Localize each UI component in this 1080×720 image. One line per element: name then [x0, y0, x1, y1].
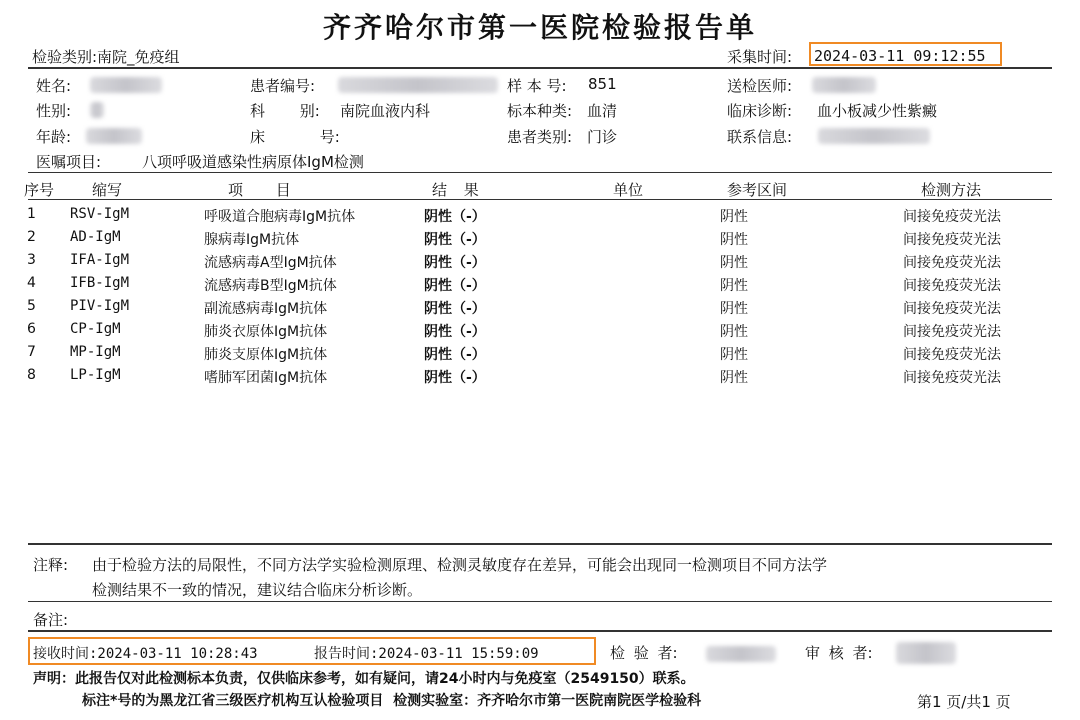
- col-header-abbr: 缩写: [92, 181, 123, 199]
- row-method: 间接免疫荧光法: [903, 209, 1001, 225]
- report-time: 报告时间:2024-03-11 15:59:09: [314, 646, 539, 662]
- row-method: 间接免疫荧光法: [903, 278, 1001, 294]
- row-abbr: PIV-IgM: [70, 298, 130, 314]
- table-row: [0, 298, 1080, 321]
- table-row: [0, 229, 1080, 252]
- collect-time: 2024-03-11 09:12:55: [814, 47, 986, 65]
- row-ref: 阴性: [720, 278, 748, 294]
- diagnosis-label: 临床诊断:: [727, 102, 793, 120]
- patient-type-label: 患者类别:: [507, 128, 573, 146]
- row-no: 8: [27, 367, 36, 383]
- statement: 声明：此报告仅对此检测标本负责，仅供临床参考，如有疑问，请24小时内与免疫室（2549150）联系。: [33, 671, 695, 687]
- tester-redacted: [706, 646, 776, 662]
- row-abbr: CP-IgM: [70, 321, 121, 337]
- row-item: 肺炎支原体IgM抗体: [204, 347, 328, 363]
- order-value: 八项呼吸道感染性病原体IgM检测: [142, 153, 364, 171]
- row-result: 阴性（-）: [424, 232, 486, 248]
- row-result: 阴性（-）: [424, 301, 486, 317]
- row-abbr: MP-IgM: [70, 344, 121, 360]
- collect-time-highlight: [809, 42, 1002, 66]
- row-result: 阴性（-）: [424, 370, 486, 386]
- table-row: [0, 344, 1080, 367]
- table-row: [0, 367, 1080, 390]
- sample-no-value: 851: [588, 75, 617, 93]
- row-result: 阴性（-）: [424, 347, 486, 363]
- row-result: 阴性（-）: [424, 209, 486, 225]
- row-ref: 阴性: [720, 255, 748, 271]
- col-header-unit: 单位: [613, 181, 644, 199]
- note-label: 注释:: [33, 556, 69, 574]
- row-ref: 阴性: [720, 324, 748, 340]
- row-abbr: IFB-IgM: [70, 275, 130, 291]
- gender-redacted: [90, 102, 104, 118]
- row-no: 3: [27, 252, 36, 268]
- col-header-method: 检测方法: [921, 181, 982, 199]
- doctor-redacted: [812, 77, 876, 93]
- patient-id-redacted: [338, 77, 498, 93]
- row-abbr: RSV-IgM: [70, 206, 130, 222]
- note-line-1: 由于检验方法的局限性，不同方法学实验检测原理、检测灵敏度存在差异，可能会出现同一检测项目不同方法学: [92, 556, 828, 574]
- patient-id-label: 患者编号:: [250, 77, 316, 95]
- row-no: 4: [27, 275, 36, 291]
- row-abbr: AD-IgM: [70, 229, 121, 245]
- divider-notes-top: [28, 543, 1052, 545]
- row-ref: 阴性: [720, 347, 748, 363]
- row-item: 嗜肺军团菌IgM抗体: [204, 370, 328, 386]
- bed-label: 床 号:: [250, 128, 340, 146]
- row-method: 间接免疫荧光法: [903, 255, 1001, 271]
- col-header-no: 序号: [24, 181, 55, 199]
- age-redacted: [86, 128, 142, 144]
- row-ref: 阴性: [720, 301, 748, 317]
- col-header-ref: 参考区间: [727, 181, 788, 199]
- table-row: [0, 252, 1080, 275]
- receive-time: 接收时间:2024-03-11 10:28:43: [33, 646, 258, 662]
- gender-label: 性别:: [36, 102, 72, 120]
- row-item: 副流感病毒IgM抗体: [204, 301, 328, 317]
- divider-header-top: [28, 172, 1052, 173]
- contact-label: 联系信息:: [727, 128, 793, 146]
- row-ref: 阴性: [720, 232, 748, 248]
- order-label: 医嘱项目:: [36, 153, 102, 171]
- time-highlight: [28, 637, 596, 665]
- specimen-label: 标本种类:: [507, 102, 573, 120]
- dept-label: 科 别:: [250, 102, 320, 120]
- reviewer-label: 审 核 者:: [805, 644, 873, 662]
- specimen-value: 血清: [587, 102, 618, 120]
- diagnosis-value: 血小板减少性紫癜: [817, 102, 938, 120]
- row-result: 阴性（-）: [424, 324, 486, 340]
- row-no: 5: [27, 298, 36, 314]
- col-header-item: 项 目: [228, 181, 291, 199]
- remark-label: 备注:: [33, 611, 69, 629]
- row-abbr: IFA-IgM: [70, 252, 130, 268]
- row-item: 呼吸道合胞病毒IgM抗体: [204, 209, 356, 225]
- divider-top: [28, 67, 1052, 69]
- dept-value: 南院血液内科: [340, 102, 431, 120]
- row-no: 6: [27, 321, 36, 337]
- row-method: 间接免疫荧光法: [903, 301, 1001, 317]
- row-item: 流感病毒B型IgM抗体: [204, 278, 337, 294]
- row-method: 间接免疫荧光法: [903, 347, 1001, 363]
- sample-no-label: 样 本 号:: [507, 77, 567, 95]
- row-ref: 阴性: [720, 209, 748, 225]
- row-method: 间接免疫荧光法: [903, 370, 1001, 386]
- tester-label: 检 验 者:: [610, 644, 678, 662]
- report-category: 检验类别:南院_免疫组: [32, 48, 180, 66]
- collect-time-label: 采集时间:: [727, 48, 793, 66]
- patient-type-value: 门诊: [587, 128, 618, 146]
- row-no: 1: [27, 206, 36, 222]
- row-item: 腺病毒IgM抗体: [204, 232, 300, 248]
- row-no: 2: [27, 229, 36, 245]
- row-item: 肺炎衣原体IgM抗体: [204, 324, 328, 340]
- row-no: 7: [27, 344, 36, 360]
- row-item: 流感病毒A型IgM抗体: [204, 255, 337, 271]
- row-abbr: LP-IgM: [70, 367, 121, 383]
- table-row: [0, 206, 1080, 229]
- col-header-result: 结 果: [432, 181, 479, 199]
- name-label: 姓名:: [36, 77, 72, 95]
- table-row: [0, 321, 1080, 344]
- divider-remark-top: [28, 601, 1052, 602]
- mark-note: 标注*号的为黑龙江省三级医疗机构互认检验项目 检测实验室：齐齐哈尔市第一医院南院医学检验科: [82, 693, 702, 709]
- row-ref: 阴性: [720, 370, 748, 386]
- age-label: 年龄:: [36, 128, 72, 146]
- divider-footer-top: [28, 630, 1052, 632]
- divider-header-bottom: [28, 199, 1052, 200]
- row-result: 阴性（-）: [424, 278, 486, 294]
- report-title: 齐齐哈尔市第一医院检验报告单: [322, 11, 757, 44]
- page-info: 第1 页/共1 页: [917, 693, 1011, 711]
- doctor-label: 送检医师:: [727, 77, 793, 95]
- contact-redacted: [818, 128, 930, 144]
- name-redacted: [90, 77, 162, 93]
- row-method: 间接免疫荧光法: [903, 232, 1001, 248]
- reviewer-redacted: [896, 642, 956, 664]
- row-method: 间接免疫荧光法: [903, 324, 1001, 340]
- row-result: 阴性（-）: [424, 255, 486, 271]
- note-line-2: 检测结果不一致的情况，建议结合临床分析诊断。: [92, 581, 423, 599]
- table-row: [0, 275, 1080, 298]
